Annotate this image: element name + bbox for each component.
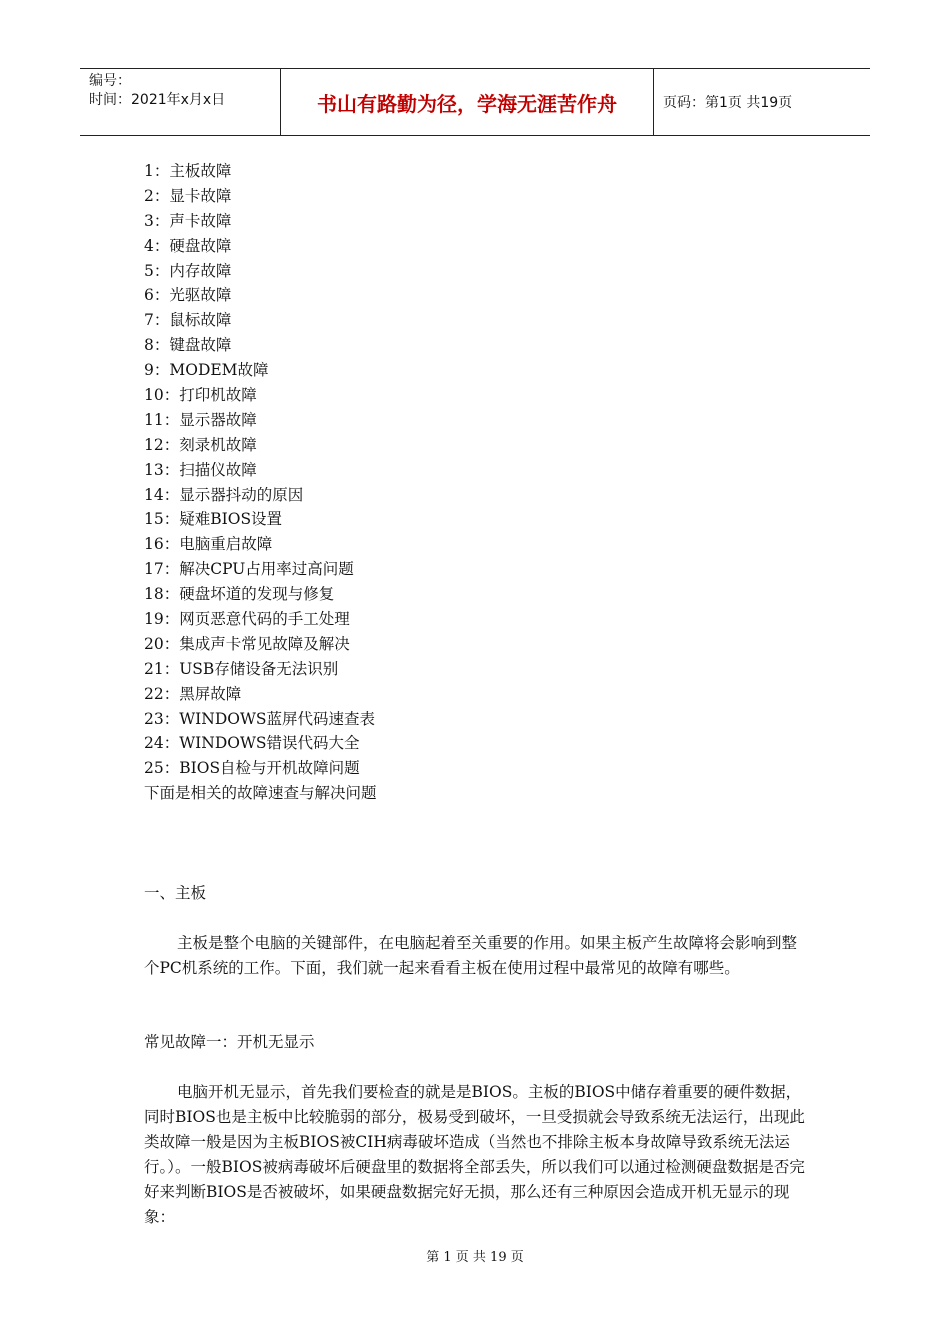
toc-item: 10：打印机故障: [144, 386, 257, 405]
toc-item: 4：硬盘故障: [144, 236, 232, 255]
toc-item: 14：显示器抖动的原因: [144, 485, 304, 504]
toc-item: 24：WINDOWS错误代码大全: [144, 734, 360, 753]
section-title: 一、主板: [144, 884, 207, 902]
toc-item: 19：网页恶意代码的手工处理: [144, 610, 350, 629]
toc-item: 9：MODEM故障: [144, 361, 269, 380]
fault-title: 常见故障一：开机无显示: [144, 1033, 315, 1051]
document-header: [80, 68, 870, 136]
document-number-label: 编号：: [89, 73, 131, 89]
document-time-label: 时间：2021年x月x日: [89, 92, 226, 108]
toc-item: 16：电脑重启故障: [144, 535, 273, 554]
header-page-info: 页码：第1页 共19页: [663, 95, 793, 111]
toc-item: 17：解决CPU占用率过高问题: [144, 560, 354, 579]
header-meta: [80, 69, 281, 135]
toc-item: 21：USB存储设备无法识别: [144, 659, 339, 678]
fault-body-paragraph: 电脑开机无显示，首先我们要检查的就是是BIOS。主板的BIOS中储存着重要的硬件数据，同时BIOS也是主板中比较脆弱的部分，极易受到破坏，一旦受损就会导致系统无法运行，出现此类故障一般是因为主板BIOS被CIH病毒破坏造成（当然也不排除主板本身故障导致系统无法运行。）。一般BIOS被病毒破坏后硬盘里的数据将全部丢失，所以我们可以通过检测硬盘数据是否完好来判断BIOS是否被破坏，如果硬盘数据完好无损，那么还有三种原因会造成开机无显示的现象：: [144, 1083, 805, 1226]
header-motto: 书山有路勤为径，学海无涯苦作舟: [281, 69, 654, 135]
section-intro-paragraph: 主板是整个电脑的关键部件，在电脑起着至关重要的作用。如果主板产生故障将会影响到整个PC机系统的工作。下面，我们就一起来看看主板在使用过程中最常见的故障有哪些。: [144, 934, 798, 977]
table-of-contents: [144, 159, 377, 806]
toc-item: 3：声卡故障: [144, 211, 232, 230]
toc-item: 1：主板故障: [144, 162, 232, 180]
toc-item: 25：BIOS自检与开机故障问题: [144, 759, 360, 778]
toc-item: 7：鼠标故障: [144, 311, 232, 330]
toc-item: 20：集成声卡常见故障及解决: [144, 634, 350, 653]
toc-item: 22：黑屏故障: [144, 684, 242, 703]
toc-item: 8：键盘故障: [144, 336, 232, 355]
toc-item: 18：硬盘坏道的发现与修复: [144, 585, 335, 604]
toc-item: 15：疑难BIOS设置: [144, 510, 283, 529]
toc-item: 23：WINDOWS蓝屏代码速查表: [144, 709, 376, 728]
toc-item: 12：刻录机故障: [144, 435, 257, 454]
toc-item: 2：显卡故障: [144, 186, 232, 205]
toc-intro-line: 下面是相关的故障速查与解决问题: [144, 784, 377, 803]
toc-item: 11：显示器故障: [144, 410, 257, 429]
page-footer: 第 1 页 共 19 页: [426, 1250, 524, 1265]
toc-item: 6：光驱故障: [144, 286, 232, 305]
toc-item: 5：内存故障: [144, 261, 232, 280]
toc-item: 13：扫描仪故障: [144, 460, 257, 479]
